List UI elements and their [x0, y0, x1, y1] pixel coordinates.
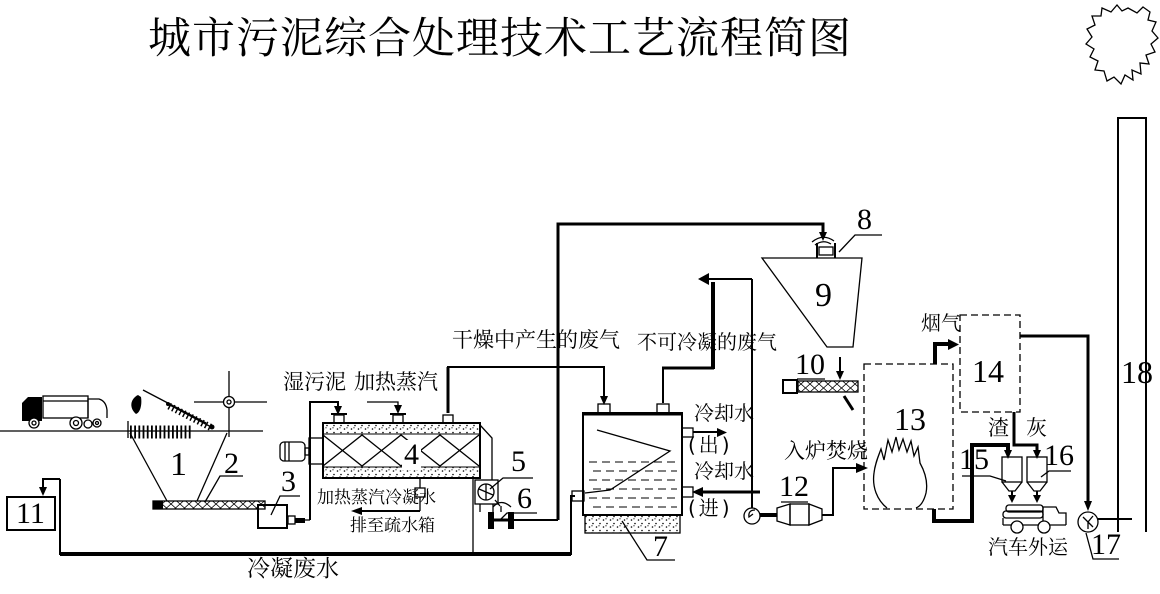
annotation-truck-transport: 汽车外运 — [988, 535, 1068, 559]
feed-pump — [258, 505, 310, 528]
equipment-label-18: 18 — [1121, 354, 1153, 390]
equipment-label-5: 5 — [511, 445, 526, 478]
condenser — [572, 404, 693, 533]
smoke-cloud-icon — [1086, 5, 1158, 84]
annotation-cooling-water-in-2: (进) — [688, 496, 733, 520]
transport-truck-icon — [1003, 505, 1066, 533]
annotation-slag: 渣 — [988, 416, 1009, 440]
equipment-label-16: 16 — [1044, 439, 1074, 472]
steam-inlet-arrow — [367, 402, 402, 414]
annotation-flue-gas: 烟气 — [921, 311, 961, 335]
flue-gas-pipe — [935, 339, 959, 364]
slag-silo — [1002, 457, 1022, 503]
annotation-cooling-water-out: 冷却水 — [694, 401, 754, 425]
chimney — [1118, 118, 1146, 532]
equipment-label-2: 2 — [224, 447, 239, 480]
equipment-label-7: 7 — [653, 530, 668, 563]
annotation-cooling-water-out-2: (出) — [688, 433, 733, 457]
annotation-non-condensable-gas: 不可冷凝的废气 — [637, 330, 777, 354]
equipment-label-4: 4 — [404, 438, 419, 471]
equipment-label-17: 17 — [1091, 528, 1121, 561]
equipment-label-12: 12 — [779, 470, 809, 503]
annotation-heating-steam: 加热蒸汽 — [354, 370, 438, 394]
dryer-exhaust-pipe — [447, 367, 608, 413]
equipment-label-11: 11 — [16, 497, 45, 530]
crane-scraper-icon — [131, 390, 214, 430]
annotation-into-furnace: 入炉焚烧 — [784, 439, 868, 463]
equipment-label-1: 1 — [170, 446, 187, 483]
equipment-label-8: 8 — [857, 203, 872, 236]
equipment-label-15: 15 — [959, 443, 989, 476]
rotary-feeder — [812, 237, 835, 258]
annotation-wet-sludge: 湿污泥 — [283, 370, 346, 394]
annotation-drying-waste-gas: 干燥中产生的废气 — [452, 328, 620, 352]
annotation-condensate-wastewater: 冷凝废水 — [247, 556, 339, 582]
annotation-ash: 灰 — [1026, 416, 1047, 440]
equipment-label-14: 14 — [972, 353, 1004, 389]
annotation-steam-condensate-2: 排至疏水箱 — [350, 516, 435, 536]
belt-conveyor — [153, 501, 265, 509]
annotation-cooling-water-in: 冷却水 — [694, 459, 754, 483]
diagram-title: 城市污泥综合处理技术工艺流程简图 — [148, 14, 852, 64]
condensate-pipe — [39, 476, 575, 555]
equipment-label-6: 6 — [517, 482, 532, 515]
equipment-label-13: 13 — [894, 401, 926, 437]
screw-conveyor — [783, 380, 858, 410]
equipment-label-9: 9 — [815, 277, 832, 314]
annotation-steam-condensate-1: 加热蒸汽冷凝水 — [317, 488, 436, 508]
equipment-label-10: 10 — [795, 348, 825, 381]
equipment-label-3: 3 — [281, 465, 296, 498]
